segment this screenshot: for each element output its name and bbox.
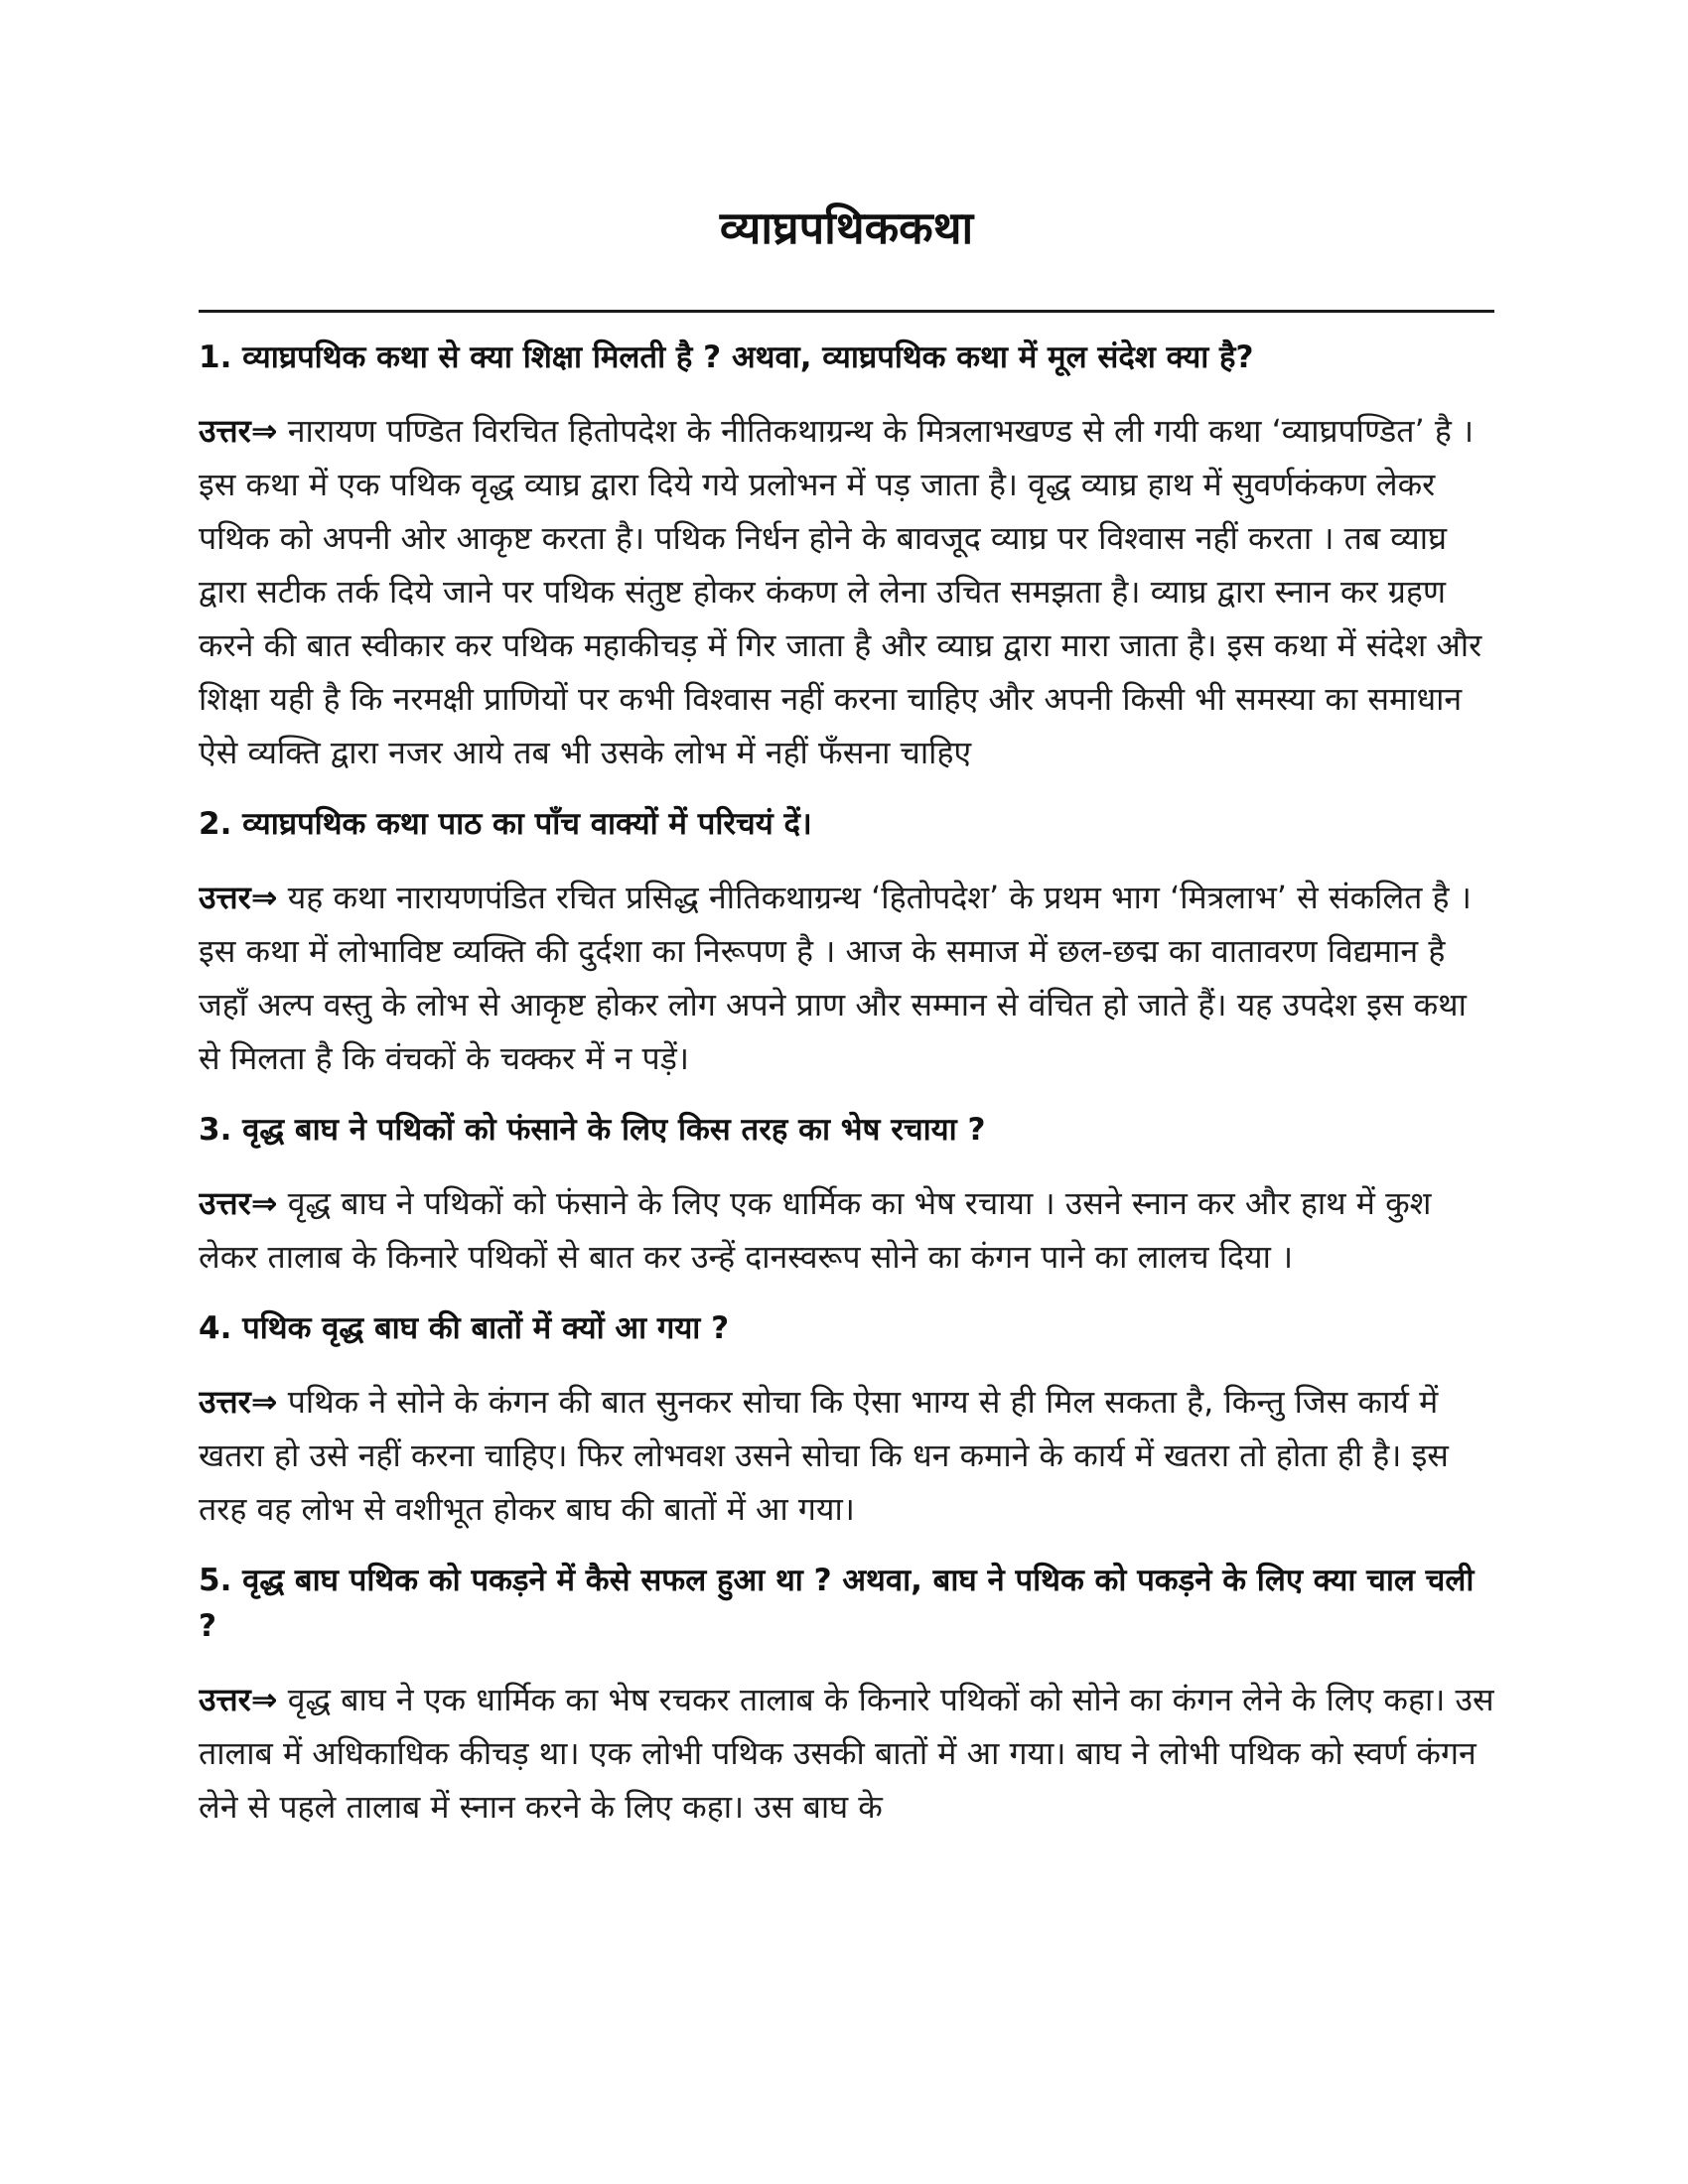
- qa-item-2: [199, 801, 1494, 1085]
- answer-1: [199, 404, 1494, 779]
- question-4: 4. पथिक वृद्ध बाघ की बातों में क्यों आ गया ?: [199, 1310, 730, 1346]
- answer-label: उत्तर⇒: [199, 1184, 278, 1222]
- answer-4: [199, 1375, 1494, 1536]
- answer-label: उत्तर⇒: [199, 412, 278, 450]
- title-divider: [199, 310, 1494, 313]
- answer-text: पथिक ने सोने के कंगन की बात सुनकर सोचा कि ऐसा भाग्य से ही मिल सकता है, किन्तु जिस कार्य में खतरा हो उसे नहीं करना चाहिए। फिर लोभवश उसने सोचा कि धन कमाने के कार्य में खतरा तो होता ही है। इस तरह वह लोभ से वशीभूत होकर बाघ की बातों में आ गया।: [199, 1383, 1449, 1528]
- answer-text: यह कथा नारायणपंडित रचित प्रसिद्ध नीतिकथाग्रन्थ ‘हितोपदेश’ के प्रथम भाग ‘मित्रलाभ’ से संकलित है । इस कथा में लोभाविष्ट व्यक्ति की दुर्दशा का निरूपण है । आज के समाज में छल-छद्म का वातावरण विद्यमान है जहाँ अल्प वस्तु के लोभ से आकृष्ट होकर लोग अपने प्राण और सम्मान से वंचित हो जाते हैं। यह उपदेश इस कथा से मिलता है कि वंचकों के चक्कर में न पड़ें।: [199, 879, 1472, 1077]
- qa-item-1: [199, 335, 1494, 779]
- answer-text: वृद्ध बाघ ने पथिकों को फंसाने के लिए एक धार्मिक का भेष रचाया । उसने स्नान कर और हाथ में कुश लेकर तालाब के किनारे पथिकों से बात कर उन्हें दानस्वरूप सोने का कंगन पाने का लालच दिया ।: [199, 1184, 1432, 1276]
- question-5: 5. वृद्ध बाघ पथिक को पकड़ने में कैसे सफल हुआ था ? अथवा, बाघ ने पथिक को पकड़ने के लिए क्या चाल चली ?: [199, 1563, 1475, 1644]
- answer-2: [199, 871, 1494, 1085]
- answer-text: नारायण पण्डित विरचित हितोपदेश के नीतिकथाग्रन्थ के मित्रलाभखण्ड से ली गयी कथा ‘व्याघ्रपण्डित’ है । इस कथा में एक पथिक वृद्ध व्याघ्र द्वारा दिये गये प्रलोभन में पड़ जाता है। वृद्ध व्याघ्र हाथ में सुवर्णकंकण लेकर पथिक को अपनी ओर आकृष्ट करता है। पथिक निर्धन होने के बावजूद व्याघ्र पर विश्वास नहीं करता । तब व्याघ्र द्वारा सटीक तर्क दिये जाने पर पथिक संतुष्ट होकर कंकण ले लेना उचित समझता है। व्याघ्र द्वारा स्नान कर ग्रहण करने की बात स्वीकार कर पथिक महाकीचड़ में गिर जाता है और व्याघ्र द्वारा मारा जाता है। इस कथा में संदेश और शिक्षा यही है कि नरमक्षी प्राणियों पर कभी विश्वास नहीं करना चाहिए और अपनी किसी भी समस्या का समाधान ऐसे व्यक्ति द्वारा नजर आये तब भी उसके लोभ में नहीं फँसना चाहिए: [199, 412, 1482, 771]
- answer-3: [199, 1176, 1494, 1284]
- page-title: व्याघ्रपथिककथा: [719, 202, 974, 254]
- answer-5: [199, 1673, 1494, 1834]
- question-3: 3. वृद्ध बाघ ने पथिकों को फंसाने के लिए किस तरह का भेष रचाया ?: [199, 1112, 986, 1148]
- answer-label: उत्तर⇒: [199, 1681, 278, 1718]
- answer-label: उत्तर⇒: [199, 879, 278, 916]
- question-1: 1. व्याघ्रपथिक कथा से क्या शिक्षा मिलती है ? अथवा, व्याघ्रपथिक कथा में मूल संदेश क्या है?: [199, 340, 1254, 375]
- qa-item-5: [199, 1558, 1494, 1834]
- answer-text: वृद्ध बाघ ने एक धार्मिक का भेष रचकर तालाब के किनारे पथिकों को सोने का कंगन लेने के लिए कहा। उस तालाब में अधिकाधिक कीचड़ था। एक लोभी पथिक उसकी बातों में आ गया। बाघ ने लोभी पथिक को स्वर्ण कंगन लेने से पहले तालाब में स्नान करने के लिए कहा। उस बाघ के: [199, 1681, 1494, 1826]
- qa-item-4: [199, 1305, 1494, 1536]
- question-2: 2. व्याघ्रपथिक कथा पाठ का पाँच वाक्यों में परिचयं दें।: [199, 806, 812, 842]
- answer-label: उत्तर⇒: [199, 1383, 278, 1421]
- document-page: [199, 0, 1494, 2184]
- qa-item-3: [199, 1107, 1494, 1284]
